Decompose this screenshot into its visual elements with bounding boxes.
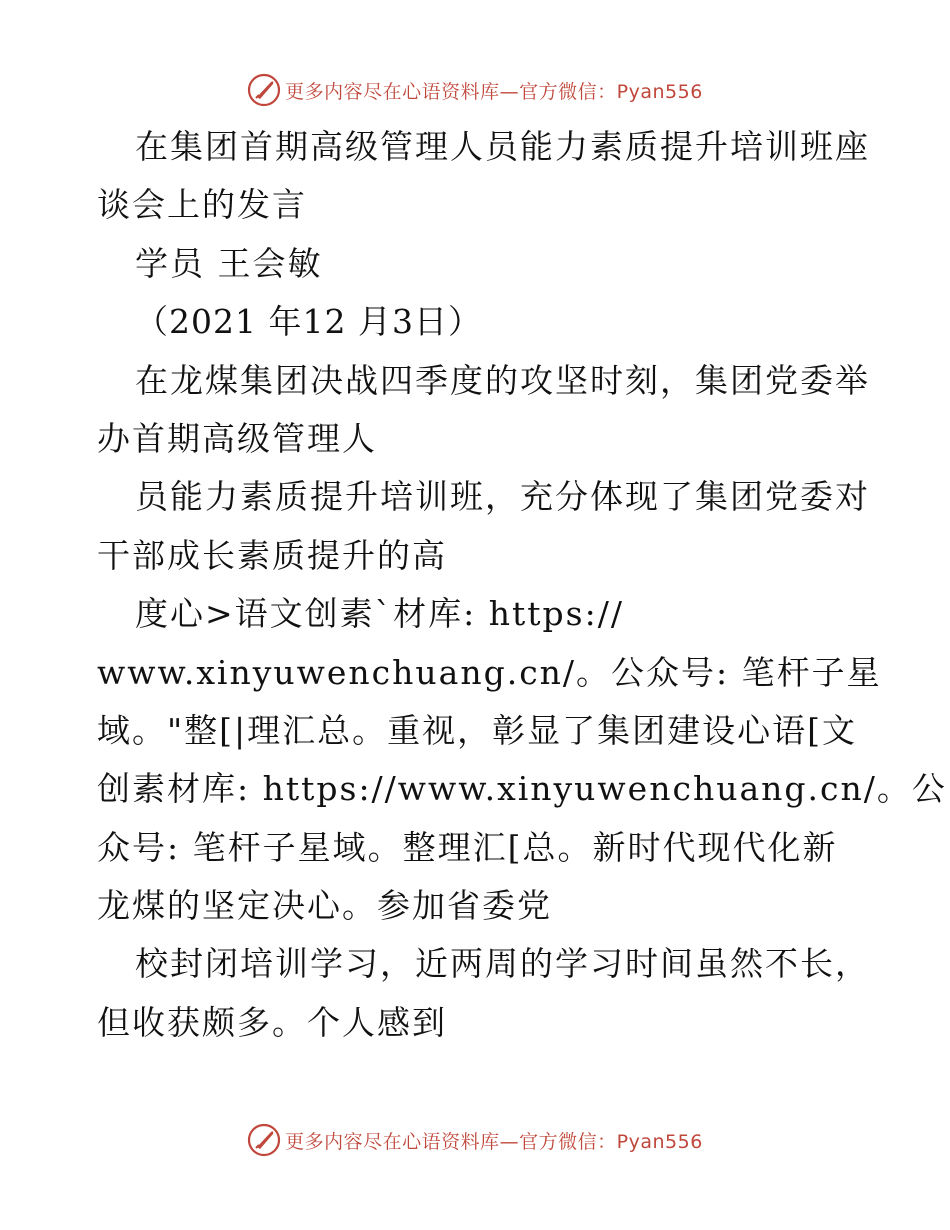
paragraph-line: 度心>语文创素`材库: https:// <box>135 594 624 634</box>
paragraph-line: 员能力素质提升培训班，充分体现了集团党委对 <box>135 477 870 517</box>
header-watermark-banner <box>0 70 950 110</box>
date-line: （2021 年12 月3日） <box>135 302 482 342</box>
paragraph-line: 众号: 笔杆子星域。整理汇[总。新时代现代化新 <box>97 827 838 867</box>
paragraph-line: 干部成长素质提升的高 <box>97 535 447 575</box>
quill-logo-icon <box>247 73 281 107</box>
paragraph-line: 域。"整[|理汇总。重视，彰显了集团建设心语[文 <box>97 710 858 750</box>
title-line-1: 在集团首期高级管理人员能力素质提升培训班座 <box>135 127 870 166</box>
quill-logo-icon <box>247 1123 281 1157</box>
paragraph-line: 校封闭培训学习，近两周的学习时间虽然不长， <box>135 944 870 984</box>
paragraph-line: www.xinyuwenchuang.cn/。公众号: 笔杆子星 <box>97 652 882 692</box>
document-body <box>97 118 947 1052</box>
paragraph-line: 但收获颇多。个人感到 <box>97 1002 447 1042</box>
title-line-2: 谈会上的发言 <box>97 185 307 225</box>
header-banner-text: 更多内容尽在心语资料库—官方微信：Pyan556 <box>285 80 703 103</box>
paragraph-line: 创素材库: https://www.xinyuwenchuang.cn/。公 <box>97 769 947 809</box>
paragraph-line: 在龙煤集团决战四季度的攻坚时刻，集团党委举 <box>135 360 870 400</box>
footer-banner-text: 更多内容尽在心语资料库—官方微信：Pyan556 <box>285 1130 703 1153</box>
footer-watermark-banner <box>0 1120 950 1160</box>
paragraph-line: 办首期高级管理人 <box>97 418 377 458</box>
author-line: 学员 王会敏 <box>135 243 323 283</box>
paragraph-line: 龙煤的坚定决心。参加省委党 <box>97 886 552 926</box>
